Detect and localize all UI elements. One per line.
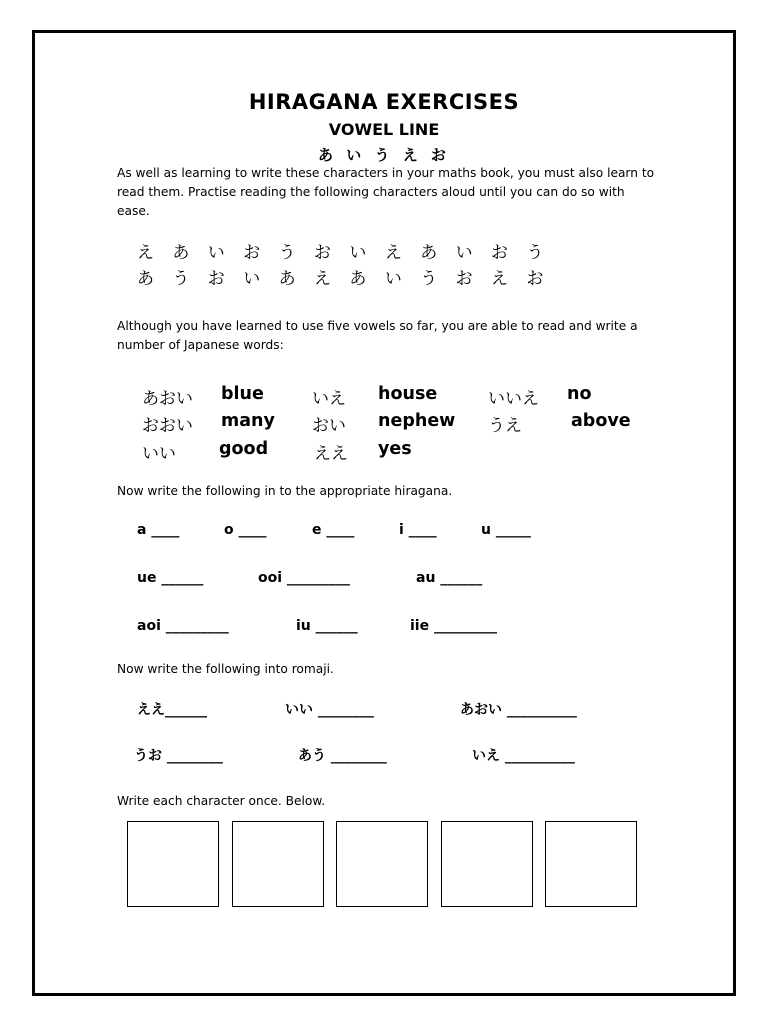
intro-paragraph: As well as learning to write these characters in your maths book, you must also learn to read them. Practise reading the following characters aloud until you can do so with ease. xyxy=(117,166,655,218)
vocab-intro-paragraph: Although you have learned to use five vowels so far, you are able to read and write a number of Japanese words: xyxy=(117,319,638,352)
hiragana-exercise[interactable]: u _____ xyxy=(481,522,531,538)
vocab-kana: うえ xyxy=(488,416,522,436)
romaji-exercise[interactable]: うお ________ xyxy=(134,748,223,764)
hiragana-exercise[interactable]: e ____ xyxy=(312,522,355,538)
hiragana-exercise[interactable]: a ____ xyxy=(137,522,180,538)
vocab-kana: あおい xyxy=(142,389,193,409)
vocab-english: house xyxy=(378,384,438,404)
vocab-kana: いえ xyxy=(312,389,346,409)
hiragana-exercise[interactable]: ue ______ xyxy=(137,570,204,586)
page-subtitle: VOWEL LINE xyxy=(328,120,440,139)
vocab-english: above xyxy=(571,411,631,431)
vocab-kana: いいえ xyxy=(488,389,539,409)
writing-box[interactable] xyxy=(127,821,219,907)
hiragana-exercise[interactable]: i ____ xyxy=(399,522,437,538)
romaji-exercise[interactable]: あう ________ xyxy=(298,748,387,764)
writing-box[interactable] xyxy=(545,821,637,907)
vocab-english: nephew xyxy=(378,411,456,431)
vocab-kana: おい xyxy=(312,416,346,436)
romaji-exercise[interactable]: あおい __________ xyxy=(460,702,577,718)
vocab-english: many xyxy=(221,411,275,431)
hiragana-exercise[interactable]: au ______ xyxy=(416,570,483,586)
hiragana-exercise[interactable]: ooi _________ xyxy=(258,570,350,586)
writing-box[interactable] xyxy=(441,821,533,907)
hiragana-instruction: Now write the following in to the appropriate hiragana. xyxy=(117,484,453,498)
vocab-kana: おおい xyxy=(142,416,193,436)
hiragana-exercise[interactable]: iie _________ xyxy=(410,618,497,634)
page-title: HIRAGANA EXERCISES xyxy=(248,90,520,114)
writing-box[interactable] xyxy=(232,821,324,907)
reading-drill-row-2: あ う お い あ え あ い う お え お xyxy=(137,269,550,289)
vocab-kana: いい xyxy=(142,444,176,464)
vocab-english: blue xyxy=(221,384,264,404)
vocab-english: no xyxy=(567,384,592,404)
romaji-exercise[interactable]: いい ________ xyxy=(285,702,374,718)
vowel-kana-heading: あ い う え お xyxy=(318,146,450,164)
romaji-exercise[interactable]: いえ __________ xyxy=(472,748,575,764)
vocab-kana: ええ xyxy=(314,444,348,464)
reading-drill-row-1: え あ い お う お い え あ い お う xyxy=(137,243,550,263)
romaji-instruction: Now write the following into romaji. xyxy=(117,662,334,676)
hiragana-exercise[interactable]: aoi _________ xyxy=(137,618,229,634)
writing-box[interactable] xyxy=(336,821,428,907)
hiragana-exercise[interactable]: o ____ xyxy=(224,522,267,538)
vocab-english: yes xyxy=(378,439,412,459)
boxes-instruction: Write each character once. Below. xyxy=(117,794,326,808)
romaji-exercise[interactable]: ええ______ xyxy=(137,702,207,718)
vocab-english: good xyxy=(219,439,269,459)
hiragana-exercise[interactable]: iu ______ xyxy=(296,618,358,634)
